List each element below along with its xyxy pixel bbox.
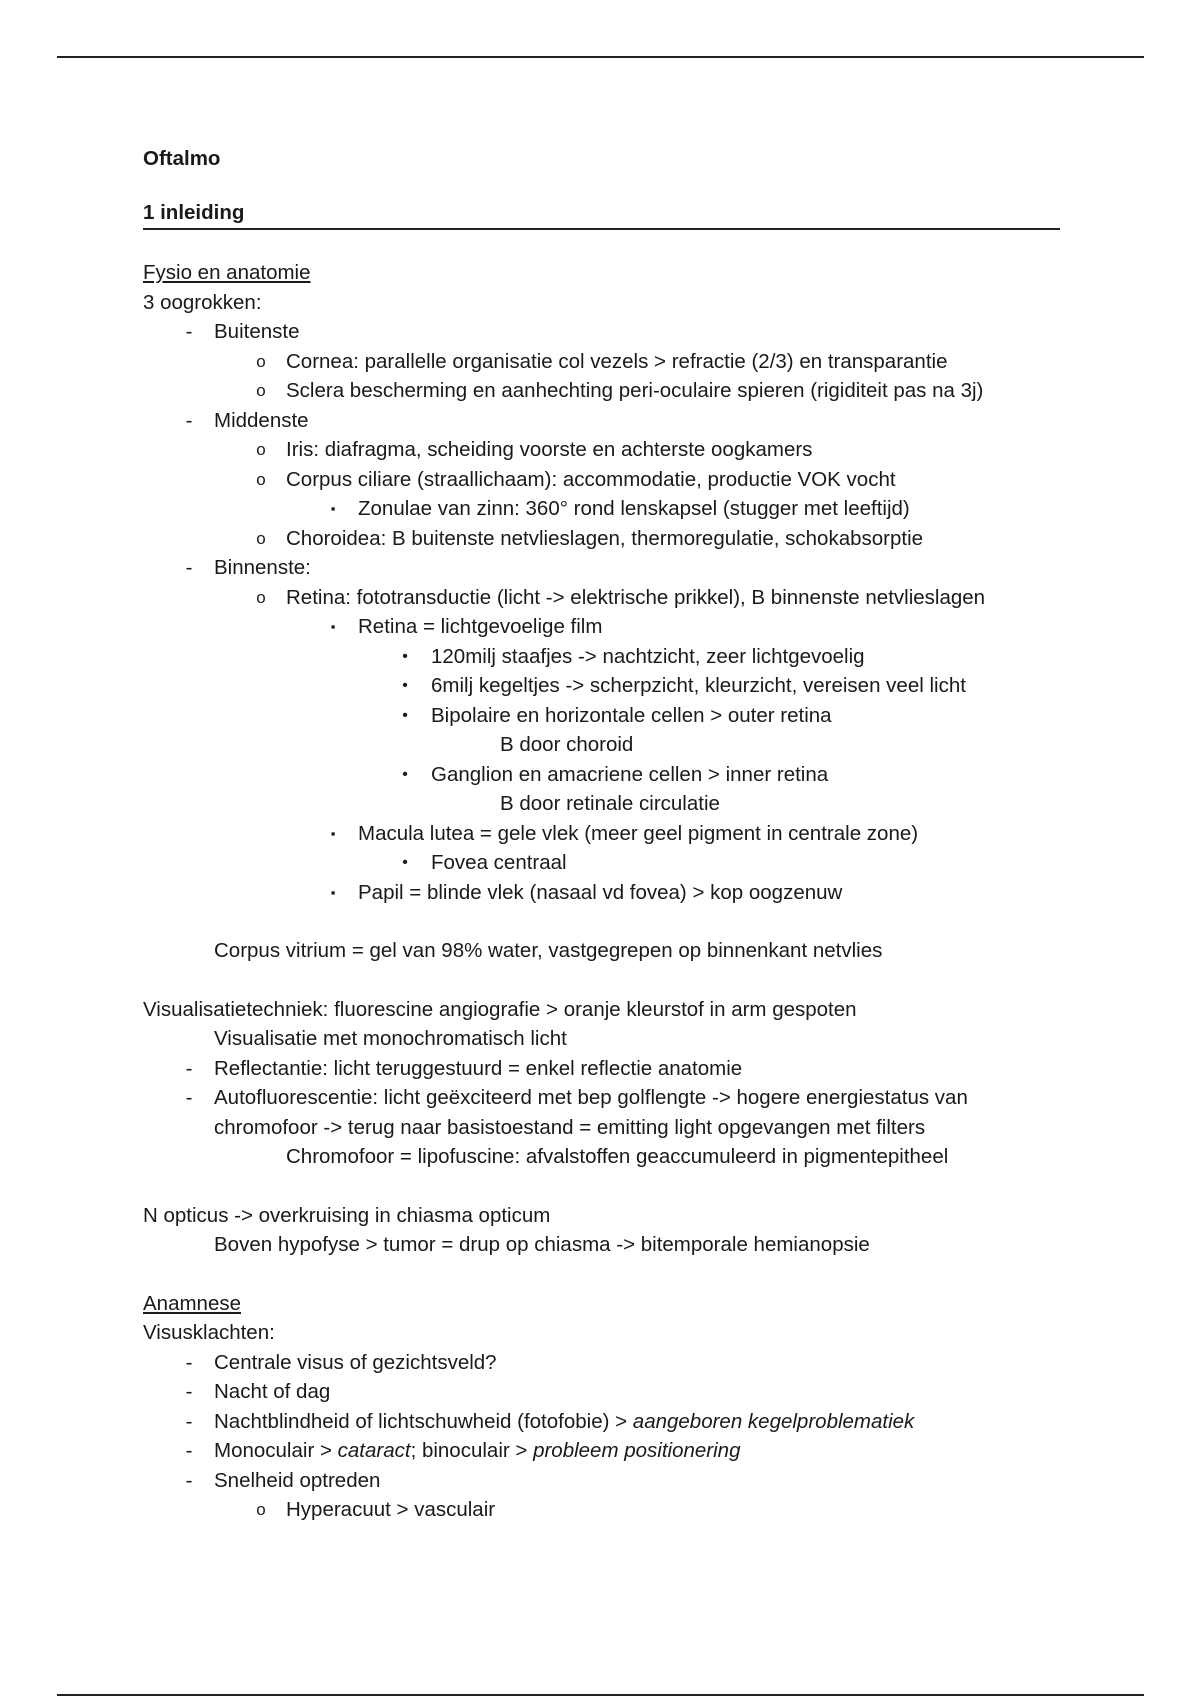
- list-item: ▪ Zonulae van zinn: 360° rond lenskapsel (stugger met leeftijd): [143, 494, 1063, 524]
- list-item: o Corpus ciliare (straallichaam): accommodatie, productie VOK vocht: [143, 465, 1063, 495]
- dot-bullet: •: [402, 677, 408, 694]
- dash-bullet: -: [185, 408, 193, 432]
- text-line: Visualisatietechniek: fluorescine angiografie > oranje kleurstof in arm gespoten: [143, 997, 857, 1021]
- list-item: • Bipolaire en horizontale cellen > outer retina: [143, 701, 1063, 731]
- text-line: 3 oogrokken:: [143, 290, 262, 314]
- square-bullet: ▪: [330, 884, 336, 900]
- text-line: Boven hypofyse > tumor = drup op chiasma -> bitemporale hemianopsie: [214, 1233, 870, 1256]
- list-item: - Buitenste: [143, 317, 1063, 347]
- list-item: • Ganglion en amacriene cellen > inner retina: [143, 760, 1063, 790]
- dot-bullet: •: [402, 854, 408, 871]
- dash-bullet: -: [185, 1409, 193, 1433]
- dash-bullet: -: [185, 1380, 193, 1403]
- list-item: - Binnenste:: [143, 553, 1063, 583]
- circle-bullet: o: [256, 381, 266, 400]
- circle-bullet: o: [256, 469, 266, 489]
- text-line: chromofoor -> terug naar basistoestand = emitting light opgevangen met filters: [214, 1115, 926, 1139]
- text-line: N opticus -> overkruising in chiasma opticum: [143, 1203, 551, 1227]
- doc-title: Oftalmo: [143, 147, 221, 170]
- list-item: - Middenste: [143, 406, 1063, 436]
- dot-bullet: •: [402, 706, 408, 724]
- circle-bullet: o: [256, 1500, 266, 1519]
- list-item: o Retina: fototransductie (licht -> elektrische prikkel), B binnenste netvlieslagen: [143, 583, 1063, 613]
- list-item: - Autofluorescentie: licht geëxciteerd met bep golflengte -> hogere energiestatus van: [143, 1083, 1063, 1113]
- list-item: - Monoculair > cataract; binoculair > probleem positionering: [143, 1436, 1063, 1466]
- list-item: - Reflectantie: licht teruggestuurd = enkel reflectie anatomie: [143, 1054, 1063, 1084]
- dash-bullet: -: [185, 320, 193, 343]
- footer-rule: [57, 1694, 1144, 1696]
- circle-bullet: o: [256, 528, 266, 548]
- circle-bullet: o: [256, 587, 266, 607]
- header-rule: [57, 56, 1144, 58]
- text-line: B door choroid: [500, 733, 634, 756]
- dash-bullet: -: [185, 1086, 193, 1109]
- dash-bullet: -: [185, 1468, 193, 1492]
- list-item: o Hyperacuut > vasculair: [143, 1495, 1063, 1525]
- text-line: Visusklachten:: [143, 1321, 275, 1344]
- dash-bullet: -: [185, 1439, 193, 1462]
- subheading-fysio: Fysio en anatomie: [143, 261, 311, 284]
- dash-bullet: -: [185, 556, 193, 579]
- square-bullet: ▪: [330, 501, 336, 516]
- subheading-anamnese: Anamnese: [143, 1291, 242, 1315]
- list-item: • 120milj staafjes -> nachtzicht, zeer lichtgevoelig: [143, 642, 1063, 672]
- list-item: o Cornea: parallelle organisatie col vezels > refractie (2/3) en transparantie: [143, 347, 1063, 377]
- list-item: ▪ Macula lutea = gele vlek (meer geel pigment in centrale zone): [143, 819, 1063, 849]
- list-item: o Sclera bescherming en aanhechting peri-oculaire spieren (rigiditeit pas na 3j): [143, 376, 1063, 406]
- dash-bullet: -: [185, 1350, 193, 1374]
- list-item: o Choroidea: B buitenste netvlieslagen, thermoregulatie, schokabsorptie: [143, 524, 1063, 554]
- dot-bullet: •: [402, 765, 408, 783]
- square-bullet: ▪: [330, 825, 336, 841]
- list-item: - Snelheid optreden: [143, 1466, 1063, 1496]
- list-item: ▪ Retina = lichtgevoelige film: [143, 612, 1063, 642]
- square-bullet: ▪: [330, 619, 336, 634]
- list-item: - Nacht of dag: [143, 1377, 1063, 1407]
- list-item: - Nachtblindheid of lichtschuwheid (fotofobie) > aangeboren kegelproblematiek: [143, 1407, 1063, 1437]
- dot-bullet: •: [402, 647, 408, 665]
- section-title: 1 inleiding: [143, 198, 1060, 231]
- dash-bullet: -: [185, 1056, 193, 1080]
- text-line: Chromofoor = lipofuscine: afvalstoffen geaccumuleerd in pigmentepitheel: [286, 1145, 949, 1168]
- list-item: • Fovea centraal: [143, 848, 1063, 878]
- list-item: • 6milj kegeltjes -> scherpzicht, kleurzicht, vereisen veel licht: [143, 671, 1063, 701]
- text-line: Visualisatie met monochromatisch licht: [214, 1027, 567, 1050]
- list-item: o Iris: diafragma, scheiding voorste en achterste oogkamers: [143, 435, 1063, 465]
- text-line: Corpus vitrium = gel van 98% water, vastgegrepen op binnenkant netvlies: [214, 939, 883, 962]
- circle-bullet: o: [256, 440, 266, 459]
- list-item: ▪ Papil = blinde vlek (nasaal vd fovea) > kop oogzenuw: [143, 878, 1063, 908]
- text-line: B door retinale circulatie: [500, 792, 720, 815]
- document-page: [143, 130, 1063, 1525]
- circle-bullet: o: [256, 351, 266, 371]
- list-item: - Centrale visus of gezichtsveld?: [143, 1348, 1063, 1378]
